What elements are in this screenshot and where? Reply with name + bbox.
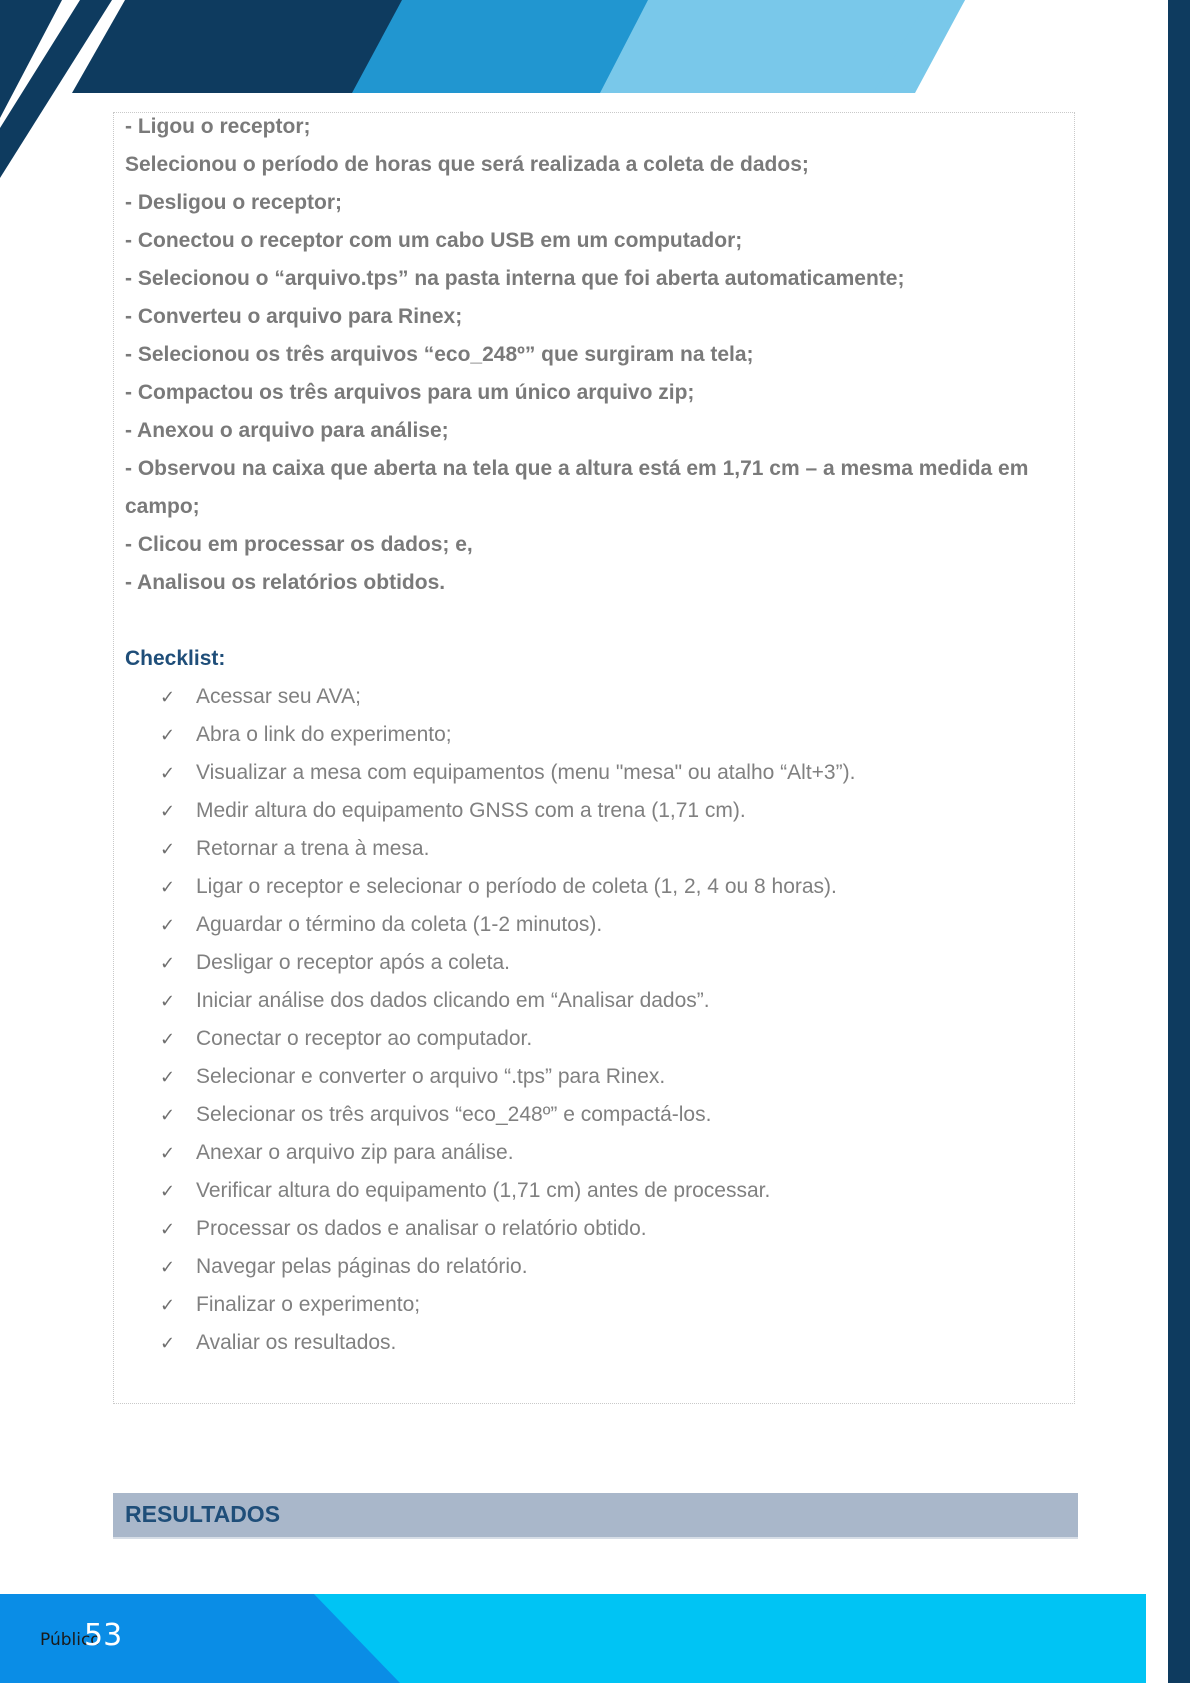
checkmark-icon: ✓ xyxy=(160,838,176,860)
step-item: - Observou na caixa que aberta na tela que a altura está em 1,71 cm – a mesma medida em campo; xyxy=(125,457,1029,518)
checklist-item-label: Visualizar a mesa com equipamentos (menu "mesa" ou atalho “Alt+3”). xyxy=(196,761,856,784)
checklist-item-label: Medir altura do equipamento GNSS com a trena (1,71 cm). xyxy=(196,799,746,822)
checklist-item xyxy=(160,1096,855,1134)
checklist-item-label: Selecionar e converter o arquivo “.tps” para Rinex. xyxy=(196,1065,666,1088)
checkmark-icon: ✓ xyxy=(160,990,176,1012)
checklist-item xyxy=(160,1058,855,1096)
page-edge-bar xyxy=(1168,0,1190,1683)
checklist-item xyxy=(160,678,855,716)
checklist-heading: Checklist: xyxy=(125,647,226,670)
checklist-item-label: Iniciar análise dos dados clicando em “Analisar dados”. xyxy=(196,989,710,1012)
header-navy-band xyxy=(72,0,402,93)
checkmark-icon: ✓ xyxy=(160,1256,176,1278)
checkmark-icon: ✓ xyxy=(160,724,176,746)
step-item: - Conectou o receptor com um cabo USB em um computador; xyxy=(125,229,743,252)
checklist-item-label: Ligar o receptor e selecionar o período de coleta (1, 2, 4 ou 8 horas). xyxy=(196,875,837,898)
checklist-item-label: Aguardar o término da coleta (1-2 minutos). xyxy=(196,913,603,936)
step-item: - Anexou o arquivo para análise; xyxy=(125,419,449,442)
step-item: - Compactou os três arquivos para um único arquivo zip; xyxy=(125,381,695,404)
checklist-item xyxy=(160,716,855,754)
page-number: 53 xyxy=(84,1618,123,1653)
checklist-item-label: Avaliar os resultados. xyxy=(196,1331,397,1354)
checkmark-icon: ✓ xyxy=(160,686,176,708)
checklist-item-label: Anexar o arquivo zip para análise. xyxy=(196,1141,514,1164)
checklist-item xyxy=(160,1286,855,1324)
checkmark-icon: ✓ xyxy=(160,1142,176,1164)
footer-classification-label: Público xyxy=(40,1630,101,1650)
checkmark-icon: ✓ xyxy=(160,1180,176,1202)
checklist-item xyxy=(160,792,855,830)
step-item: - Desligou o receptor; xyxy=(125,191,343,214)
procedure-steps xyxy=(125,108,1070,602)
checklist-item-label: Processar os dados e analisar o relatório obtido. xyxy=(196,1217,647,1240)
checklist-item xyxy=(160,1324,855,1362)
checkmark-icon: ✓ xyxy=(160,1332,176,1354)
checklist-item xyxy=(160,754,855,792)
header-blue-band xyxy=(350,0,648,93)
checkmark-icon: ✓ xyxy=(160,1294,176,1316)
step-item: - Converteu o arquivo para Rinex; xyxy=(125,305,463,328)
step-item: - Ligou o receptor; xyxy=(125,115,311,138)
step-item: - Selecionou os três arquivos “eco_248º” que surgiram na tela; xyxy=(125,343,754,366)
checkmark-icon: ✓ xyxy=(160,952,176,974)
checklist-item xyxy=(160,944,855,982)
checklist xyxy=(160,678,855,1362)
checklist-item xyxy=(160,1210,855,1248)
checklist-item xyxy=(160,1134,855,1172)
checklist-item xyxy=(160,906,855,944)
checkmark-icon: ✓ xyxy=(160,876,176,898)
checklist-item xyxy=(160,1020,855,1058)
checkmark-icon: ✓ xyxy=(160,1028,176,1050)
checklist-item-label: Acessar seu AVA; xyxy=(196,685,361,708)
results-section-bar xyxy=(113,1493,1078,1539)
checklist-item xyxy=(160,830,855,868)
step-item: Selecionou o período de horas que será realizada a coleta de dados; xyxy=(125,153,809,176)
checkmark-icon: ✓ xyxy=(160,762,176,784)
checkmark-icon: ✓ xyxy=(160,1066,176,1088)
checklist-item xyxy=(160,982,855,1020)
checkmark-icon: ✓ xyxy=(160,1104,176,1126)
checklist-item-label: Retornar a trena à mesa. xyxy=(196,837,430,860)
checklist-item-label: Abra o link do experimento; xyxy=(196,723,452,746)
results-heading: RESULTADOS xyxy=(125,1501,281,1527)
checklist-item xyxy=(160,1172,855,1210)
checklist-item xyxy=(160,868,855,906)
checkmark-icon: ✓ xyxy=(160,914,176,936)
checklist-item-label: Navegar pelas páginas do relatório. xyxy=(196,1255,528,1278)
step-item: - Analisou os relatórios obtidos. xyxy=(125,571,446,594)
checklist-item-label: Conectar o receptor ao computador. xyxy=(196,1027,533,1050)
checklist-item-label: Finalizar o experimento; xyxy=(196,1293,421,1316)
footer-decoration xyxy=(0,1594,1146,1683)
step-item: - Selecionou o “arquivo.tps” na pasta interna que foi aberta automaticamente; xyxy=(125,267,905,290)
checklist-item-label: Selecionar os três arquivos “eco_248º” e compactá-los. xyxy=(196,1103,712,1126)
checkmark-icon: ✓ xyxy=(160,1218,176,1240)
checkmark-icon: ✓ xyxy=(160,800,176,822)
checklist-item-label: Desligar o receptor após a coleta. xyxy=(196,951,511,974)
checklist-item-label: Verificar altura do equipamento (1,71 cm) antes de processar. xyxy=(196,1179,771,1202)
checklist-item xyxy=(160,1248,855,1286)
step-item: - Clicou em processar os dados; e, xyxy=(125,533,473,556)
